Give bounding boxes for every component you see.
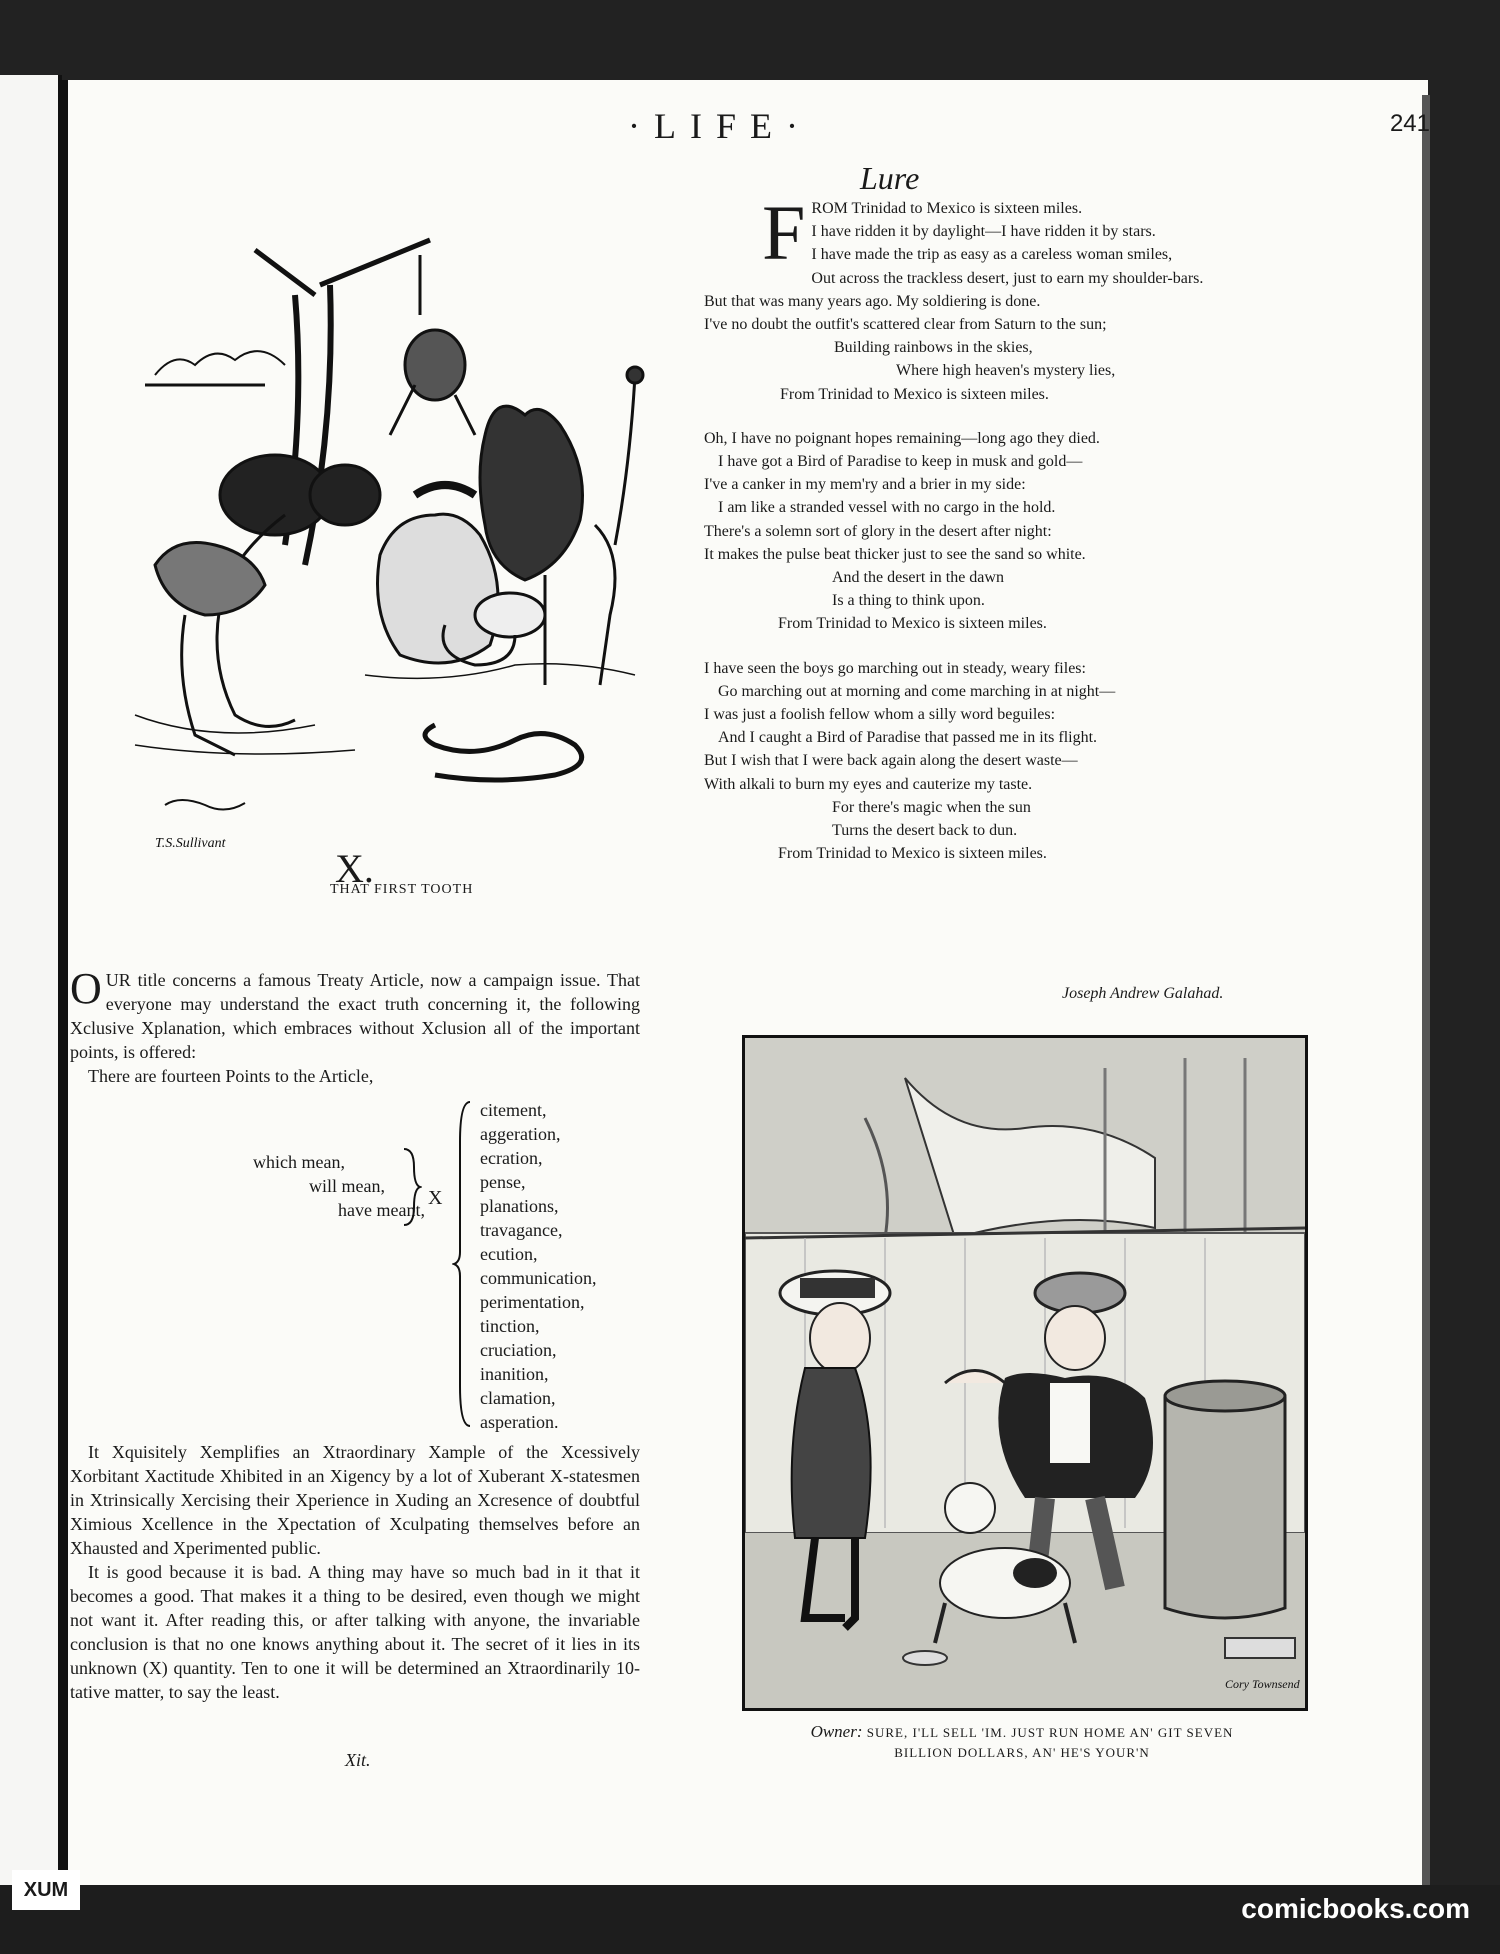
article-paragraph-1: UR title concerns a famous Treaty Article, now a campaign issue. That everyone may understand the exact truth concerning it, the following Xclusive Xplanation, which embraces without Xclusion all of the important points, is offered: [70,970,640,1062]
poem-line: There's a solemn sort of glory in the desert after night: [704,522,1052,540]
article-intro [70,964,640,1088]
poem-line: With alkali to burn my eyes and cauterize my taste. [704,775,1033,793]
poem-line: I am like a stranded vessel with no cargo in the hold. [718,499,1056,517]
poem-line: From Trinidad to Mexico is sixteen miles. [780,385,1049,403]
poem-line: ROM Trinidad to Mexico is sixteen miles. [811,200,1083,217]
cartoon-signature: Cory Townsend [1225,1677,1300,1691]
watermark: comicbooks.com [1241,1893,1470,1924]
article-paragraph-4: It is good because it is bad. A thing may have so much bad in it that it becomes a good. That makes it a thing to be desired, even though we might not want it. After reading this, or after talking with anyone, the invariable conclusion is that no one knows anything about it. The secret of it lies in its unknown (X) quantity. Ten to one it will be determined an Xtraordinarily 10-tative matter, to say the least. [70,1562,640,1702]
poem-line: And I caught a Bird of Paradise that passed me in its flight. [718,729,1098,747]
bracket-item: ecration, [480,1148,543,1168]
poem-line: I've a canker in my mem'ry and a brier in my side: [704,476,1026,494]
cartoon-drawing [745,1038,1305,1708]
poem-line: Go marching out at morning and come marching in at night— [718,682,1116,700]
bracket-item: inanition, [480,1364,549,1384]
illustration-signature: T.S.Sullivant [155,836,226,851]
poem-line: Where high heaven's mystery lies, [896,362,1116,380]
poem-stanza-2 [704,427,1362,636]
poem-drop-cap: F [762,189,806,276]
cartoon-caption [742,1722,1302,1763]
masthead-title: ·LIFE· [628,106,812,146]
cartoon-caption-line-1 [742,1722,1302,1743]
caption-text-1: SURE, I'LL SELL 'IM. JUST RUN HOME AN' GIT SEVEN [866,1725,1234,1740]
poem-line: I have made the trip as easy as a careless woman smiles, [811,246,1173,264]
poem-line: I've no doubt the outfit's scattered clear from Saturn to the sun; [704,316,1107,334]
bracket-item: ecution, [480,1244,538,1264]
poem-line: I have seen the boys go marching out in steady, weary files: [704,659,1086,677]
poem-line: Turns the desert back to dun. [832,822,1018,840]
xum-badge: XUM [12,1870,80,1910]
bracket-item: communication, [480,1268,597,1288]
article-drop-cap: O [70,964,102,1013]
poem-line: I was just a foolish fellow whom a silly word beguiles: [704,706,1056,724]
bracket-item: tinction, [480,1316,540,1336]
poem-line: Building rainbows in the skies, [834,339,1033,357]
poem-line: From Trinidad to Mexico is sixteen miles. [778,845,1047,863]
caption-speaker: Owner: [810,1722,863,1741]
poem-line: For there's magic when the sun [832,798,1031,816]
bracket-left-labels [155,1150,425,1222]
bracket-item: asperation. [480,1412,559,1432]
bracket-list [480,1098,780,1434]
page-edge-shadow [1422,95,1430,1885]
poem-line: But that was many years ago. My soldiering is done. [704,292,1041,310]
x-label: X [428,1187,443,1209]
article-title: X. [335,846,374,891]
illustration-that-first-tooth [115,235,715,875]
caption-text-2: BILLION DOLLARS, AN' HE'S YOUR'N [894,1745,1150,1760]
bracket-item: pense, [480,1172,526,1192]
previous-page-edge [0,75,62,1885]
bracket-item: planations, [480,1196,559,1216]
article-author: Xit. [345,1750,371,1770]
poem-line: Is a thing to think upon. [832,592,985,610]
poem-line: Out across the trackless desert, just to earn my shoulder-bars. [811,269,1204,287]
poem-stanza-1 [704,189,1362,406]
bracket-item: perimentation, [480,1292,585,1312]
left-label-3: have meant, [338,1200,425,1220]
bracket-item: travagance, [480,1220,563,1240]
poem-line: Oh, I have no poignant hopes remaining—long ago they died. [704,429,1100,447]
poem-body [704,189,1362,865]
left-label-1: which mean, [253,1152,345,1172]
bracket-item: citement, [480,1100,547,1120]
illustration-caption: THAT FIRST TOOTH [330,882,474,897]
poem-title: Lure [860,160,920,196]
page-number: 241 [1389,110,1430,137]
left-label-2: will mean, [309,1176,385,1196]
poem-stanza-3 [704,657,1362,866]
poem-line: From Trinidad to Mexico is sixteen miles. [778,615,1047,633]
bracket-item: aggeration, [480,1124,561,1144]
article-body [70,1440,640,1704]
bracket-item: clamation, [480,1388,556,1408]
brace-right [402,1147,422,1227]
bracket-item: cruciation, [480,1340,557,1360]
poem-line: But I wish that I were back again along the desert waste— [704,752,1078,770]
article-paragraph-2: There are fourteen Points to the Article, [88,1066,374,1086]
poem-line: And the desert in the dawn [832,569,1004,587]
poem-line: It makes the pulse beat thicker just to see the sand so white. [704,545,1086,563]
poem-line: I have got a Bird of Paradise to keep in musk and gold— [718,453,1083,471]
article-paragraph-3: It Xquisitely Xemplifies an Xtraordinary Xample of the Xcessively Xorbitant Xactitude Xhibited in an Xigency by a lot of Xuberant X-statesmen in Xtrinsically Xercising their Xperience in Xuding an Xcresence of doubtful Ximious Xcellence in the Xpectation of Xculpating themselves before an Xhausted and Xperimented public. [70,1442,640,1558]
poem-author: Joseph Andrew Galahad. [1062,985,1224,1002]
brace-left [452,1100,472,1428]
poem-line: I have ridden it by daylight—I have ridden it by stars. [811,223,1156,241]
cartoon-boys-and-dog [742,1035,1308,1711]
